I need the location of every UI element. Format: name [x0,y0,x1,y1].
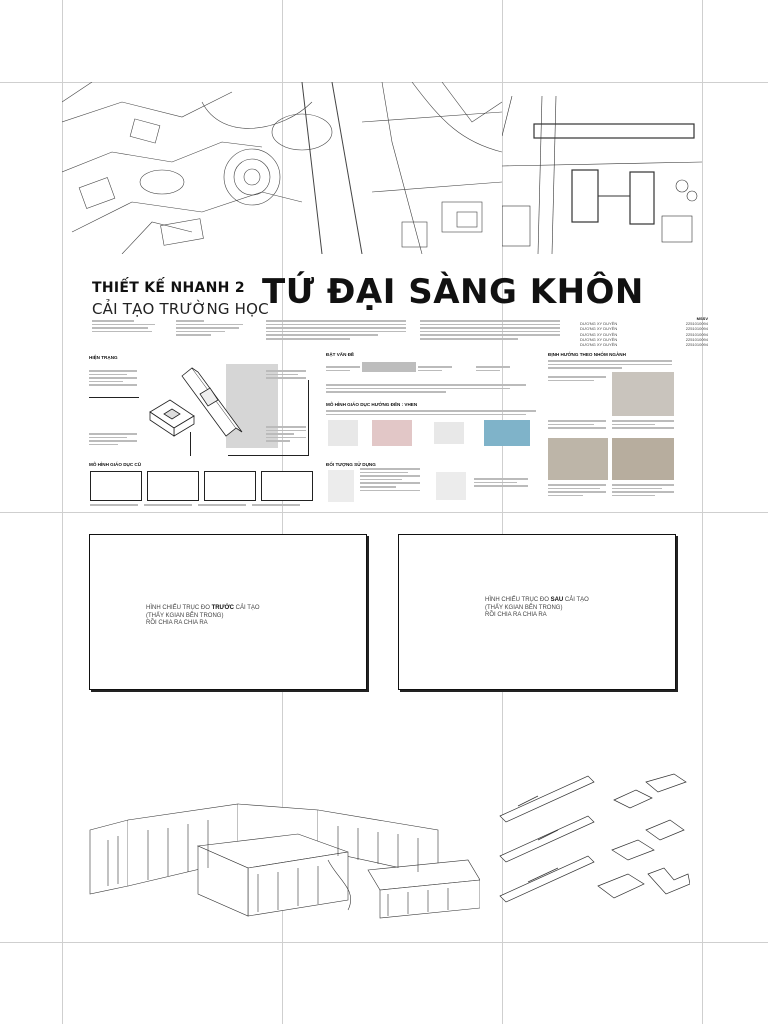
exploded-diagram [498,770,690,920]
axo-after-keyword: SAU [550,597,564,603]
wheelchair-illustration [436,472,466,500]
member-name: DƯƠNG XY DUYÊN [580,326,618,332]
leader-line [308,380,309,456]
axo-before-frame [89,534,367,690]
orientation-note-1 [548,376,606,383]
orientation-paragraph [548,360,672,371]
problem-note-2 [418,366,452,373]
intro-notes-2 [176,320,246,338]
course-subtitle: CẢI TẠO TRƯỜNG HỌC [92,300,269,318]
section-hien-trang: HIỆN TRẠNG [89,355,118,360]
intro-paragraph-2 [420,320,560,342]
old-model-frame-3 [204,471,256,501]
existing-note-3 [266,370,306,381]
old-model-frame-4 [261,471,313,501]
section-target-model: MÔ HÌNH GIÁO DỤC HƯỚNG ĐẾN : VHEN [326,402,418,407]
existing-building-diagram [140,364,280,448]
site-plan [502,96,702,254]
section-old-model: MÔ HÌNH GIÁO DỤC CŨ [89,462,142,467]
grid-line [0,512,768,513]
member-name: DƯƠNG XY DUYÊN [580,336,618,342]
section-problem: ĐẶT VẤN ĐỀ [326,352,355,357]
teaching-photo [548,438,608,480]
axo-before-caption: HÌNH CHIẾU TRỤC ĐO TRƯỚC CẢI TẠO (THẤY KGIAN BÊN TRONG) RỒI CHIA RA CHIA RA [146,605,260,626]
intro-paragraph [266,320,406,342]
member-name: DƯƠNG XY DUYÊN [580,331,618,337]
old-model-frame-2 [147,471,199,501]
axo-after-caption: HÌNH CHIẾU TRỤC ĐO SAU CẢI TẠO (THẤY KGIAN BÊN TRONG) RỒI CHIA RA CHIA RA [485,597,589,618]
classroom-illustration [372,420,412,446]
member-name: DƯƠNG XY DUYÊN [580,342,618,348]
member-name: DƯƠNG XY DUYÊN [580,321,618,327]
axonometric-building [88,790,480,920]
member-id: 2251010094 [685,321,708,327]
section-users: ĐỐI TƯỢNG SỬ DỤNG [326,462,376,467]
orientation-note-4 [548,484,606,498]
orientation-note-2 [548,420,606,431]
workshop-photo [612,438,674,480]
lab-photo [612,372,674,416]
activity-illustration [434,422,464,444]
title-block [92,280,269,318]
leader-line [190,432,191,456]
problem-highlight [362,362,416,372]
member-id: 2251010094 [685,331,708,337]
members-table [580,316,708,347]
users-notes-2 [474,478,528,489]
old-model-captions [90,504,314,508]
existing-note-1 [89,370,137,388]
old-model-frame-1 [90,471,142,501]
existing-note-2 [89,433,137,447]
users-notes [360,468,420,493]
member-id: 2251010094 [685,336,708,342]
leader-line [89,397,139,398]
leader-line [228,455,308,456]
project-title: TỨ ĐẠI SÀNG KHÔN [262,272,644,312]
problem-note-1 [326,366,360,373]
section-orientation: ĐỊNH HƯỚNG THEO NHÓM NGÀNH [548,352,626,357]
axo-before-keyword: TRƯỚC [211,605,234,611]
problem-paragraph [326,384,526,395]
orientation-note-5 [612,484,674,498]
mssv-header: MSSV [696,316,708,321]
orientation-note-3 [612,420,674,431]
grid-line [0,942,768,943]
target-model-paragraph [326,410,536,417]
students-illustration [328,470,354,502]
axo-after-frame [398,534,676,690]
course-title: THIẾT KẾ NHANH 2 [92,280,245,296]
intro-notes [92,320,162,334]
existing-note-4 [266,426,306,444]
member-id: 2251010094 [685,342,708,348]
member-row [580,342,708,347]
outdoor-illustration [484,420,530,446]
site-map [62,82,502,254]
member-id: 2251010094 [685,326,708,332]
problem-note-3 [476,366,510,373]
kids-illustration [328,420,358,446]
